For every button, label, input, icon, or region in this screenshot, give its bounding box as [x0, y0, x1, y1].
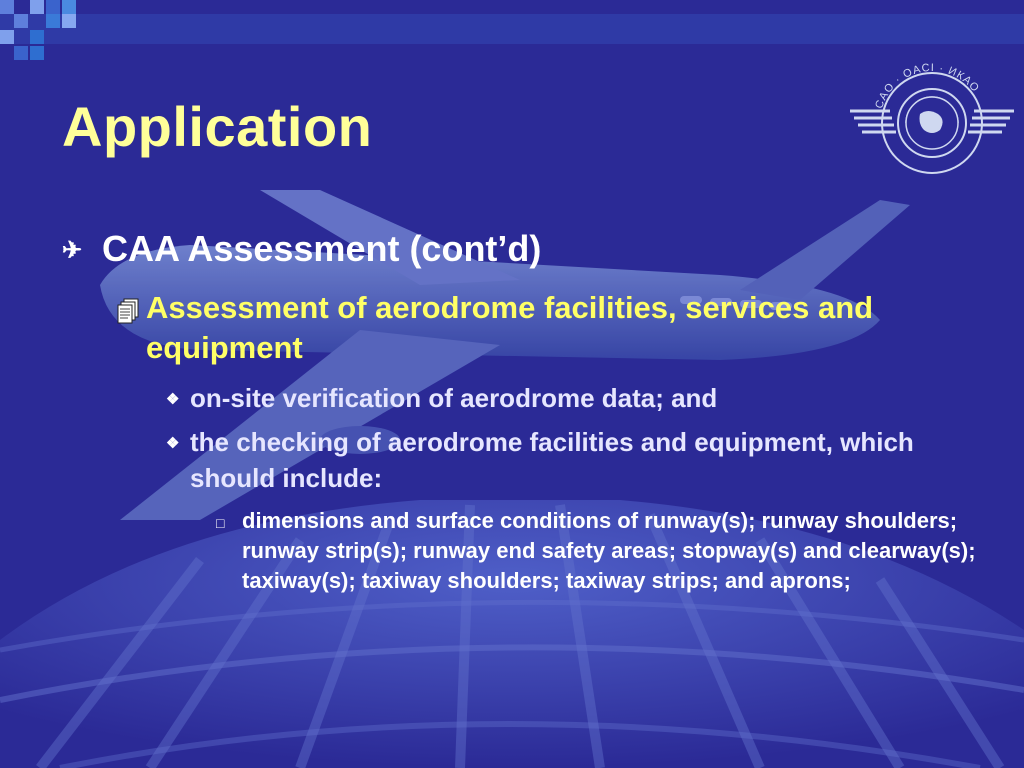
diamond-bullet-icon: ❖	[166, 391, 180, 408]
bullet-level1-text: CAA Assessment (cont’d)	[102, 228, 542, 269]
bullet-level4	[216, 506, 976, 596]
svg-text:ICAO · OACI · ИКАО: ICAO · OACI · ИКАО	[872, 61, 982, 114]
bullet-level3-item	[166, 380, 926, 416]
slide-title: Application	[62, 95, 373, 158]
bullet-level4-text: dimensions and surface conditions of runway(s); runway shoulders; runway strip(s); runway end safety areas; stopway(s) and clearway(s); taxiway(s); taxiway shoulders; taxiway strips; and aprons;	[242, 508, 976, 593]
bullet-level3-text: on-site verification of aerodrome data; and	[190, 383, 718, 413]
bullet-level2	[116, 288, 876, 368]
documents-bullet-icon	[116, 294, 140, 334]
bullet-level3-text: the checking of aerodrome facilities and equipment, which should include:	[190, 427, 914, 493]
icao-emblem-icon	[850, 56, 1014, 195]
bullet-level2-text: Assessment of aerodrome facilities, services and equipment	[146, 290, 874, 365]
airplane-bullet-icon: ✈	[62, 237, 83, 264]
diamond-bullet-icon: ❖	[166, 435, 180, 452]
square-bullet-icon: □	[216, 515, 225, 531]
bullet-level1	[62, 226, 962, 272]
bullet-level3-item	[166, 424, 926, 496]
